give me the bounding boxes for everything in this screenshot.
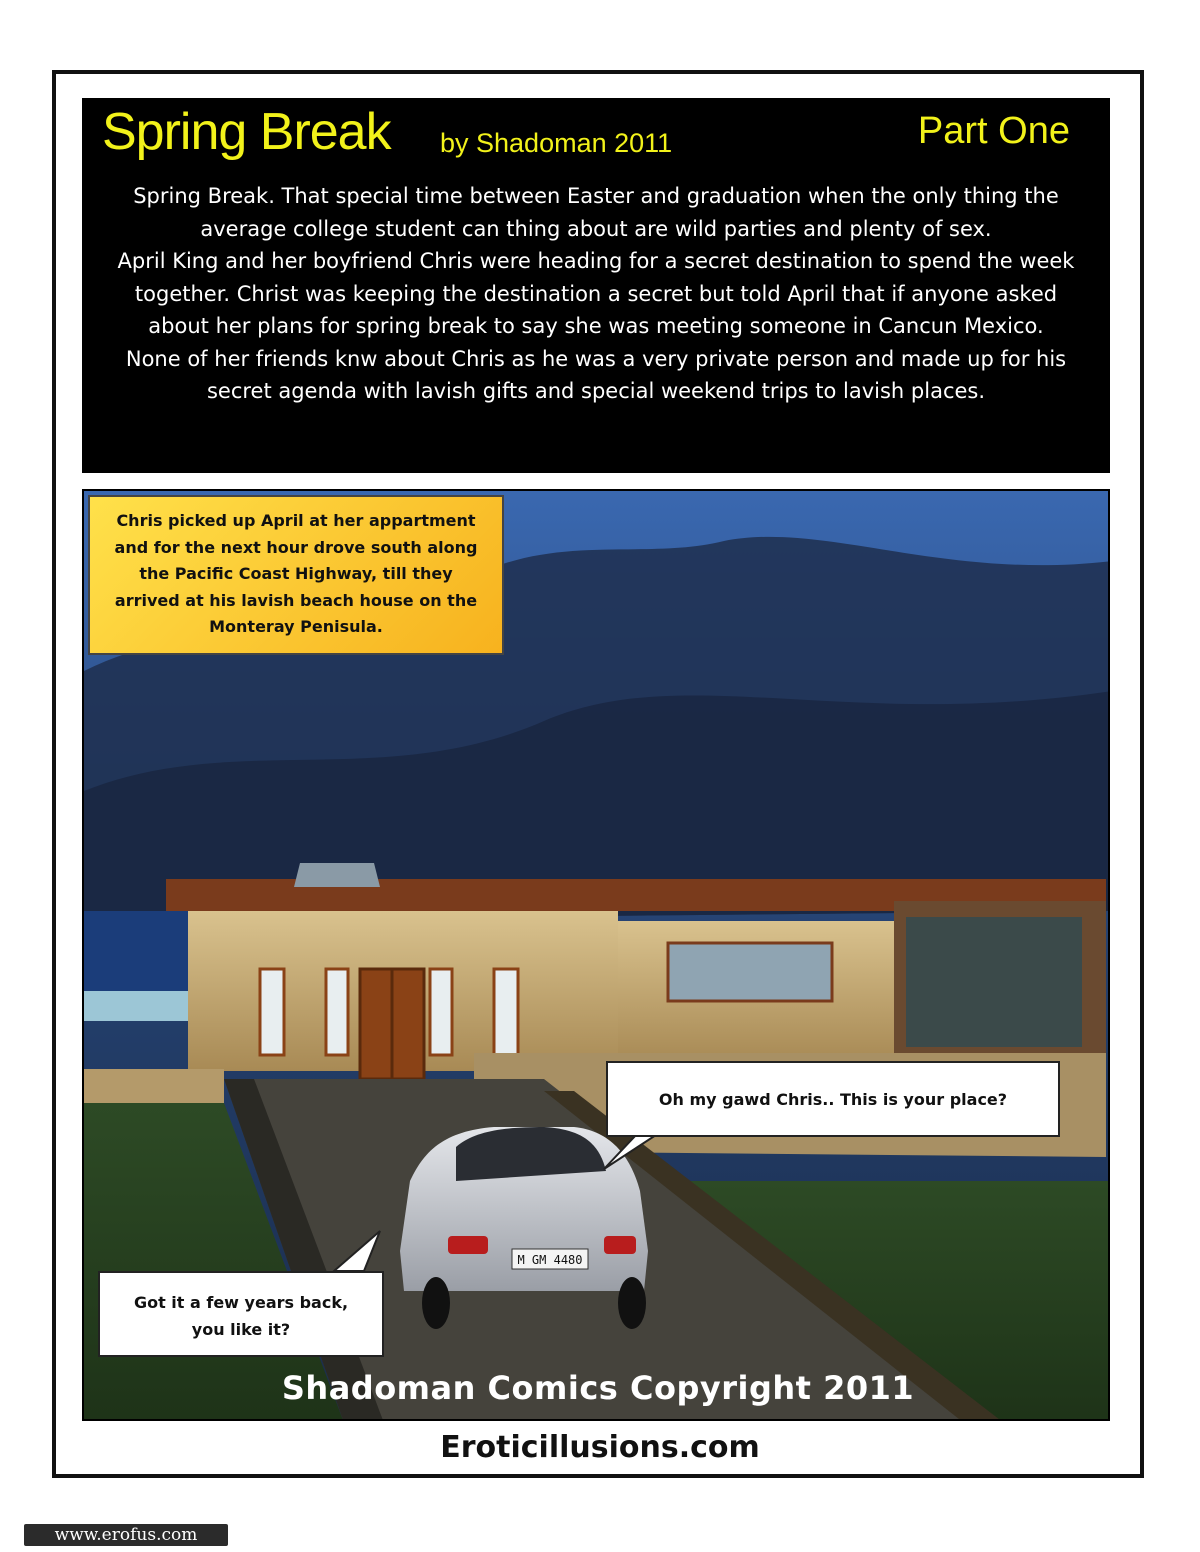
speech-bubble-april: Oh my gawd Chris.. This is your place?	[606, 1061, 1060, 1137]
caption-line: Monteray Penisula.	[209, 617, 383, 636]
caption-line: arrived at his lavish beach house on the	[114, 590, 478, 610]
intro-text	[104, 180, 1088, 408]
intro-paragraph: Spring Break. That special time between Easter and graduation when the only thing the average college student can thing about are wild parties and plenty of sex.	[133, 184, 1059, 241]
license-plate-text: M GM 4480	[517, 1253, 583, 1267]
bubble-line: Got it a few years back,	[133, 1293, 349, 1312]
site-name: Eroticillusions.com	[440, 1430, 760, 1465]
copyright-text: Shadoman Comics Copyright 2011	[281, 1369, 915, 1407]
caption-line: and for the next hour drove south along	[114, 537, 478, 557]
watermark: www.erofus.com	[24, 1524, 228, 1546]
narration-caption	[88, 495, 504, 655]
author-byline: by Shadoman 2011	[440, 128, 673, 158]
caption-line: the Pacific Coast Highway, till they	[139, 564, 453, 583]
part-label: Part One	[917, 110, 1070, 152]
caption-line: Chris picked up April at her appartment	[116, 511, 476, 530]
speech-bubble-chris	[98, 1271, 384, 1357]
title-header-box	[82, 98, 1110, 473]
comic-panel	[82, 489, 1110, 1421]
comic-title: Spring Break	[102, 103, 391, 161]
bubble-line: you like it?	[191, 1320, 291, 1339]
intro-paragraph: April King and her boyfriend Chris were heading for a secret destination to spend the week together. Christ was keeping the destination a secret but told April that if anyone asked about her plans for spring break to say she was meeting someone in Cancun Mexico.	[117, 249, 1075, 338]
intro-paragraph: None of her friends knw about Chris as he was a very private person and made up for his secret agenda with lavish gifts and special weekend trips to lavish places.	[125, 346, 1067, 403]
